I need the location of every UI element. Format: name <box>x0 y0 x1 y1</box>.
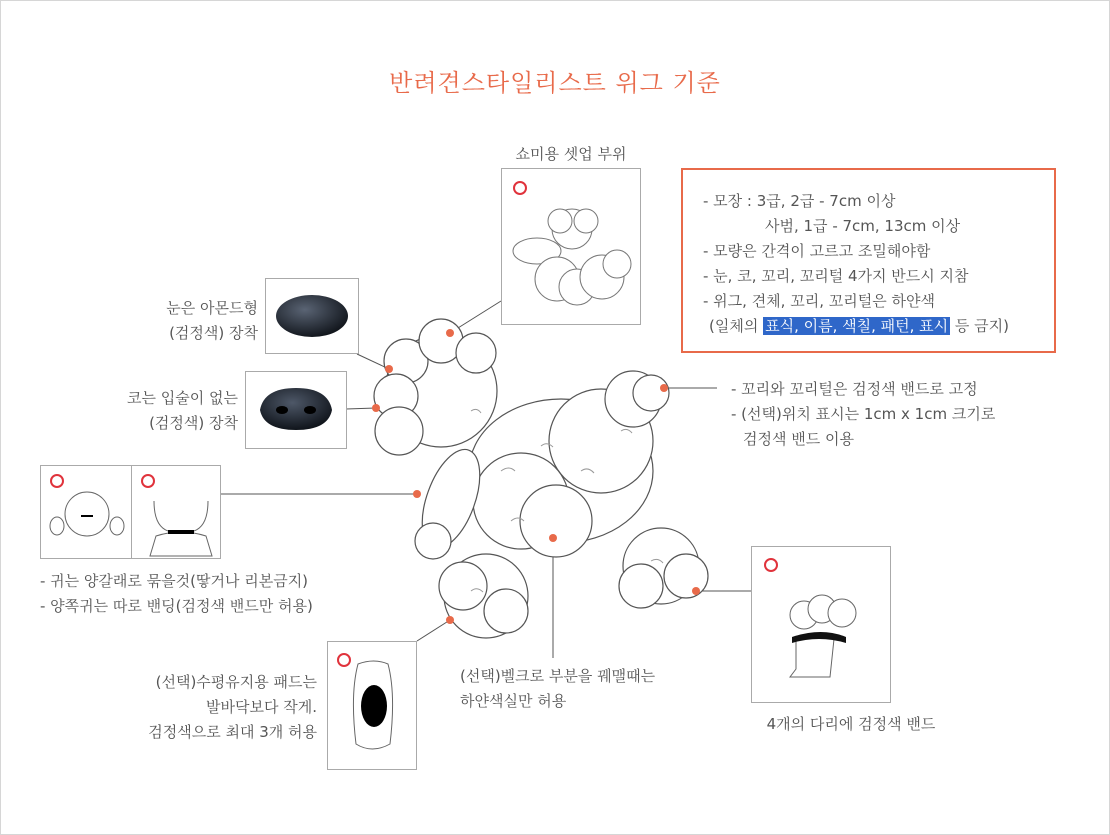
show-setup-image <box>501 168 641 325</box>
ear-image-front <box>40 465 132 559</box>
spec-line-6-prefix: (일체의 <box>709 317 764 335</box>
leg-band-image <box>751 546 891 703</box>
page-title: 반려견스타일리스트 위그 기준 <box>389 69 721 97</box>
dot-belly <box>549 534 557 542</box>
spec-line-2: 사범, 1급 - 7cm, 13cm 이상 <box>765 217 961 235</box>
nose-text <box>61 386 238 436</box>
nose-line-2: (검정색) 장착 <box>149 414 238 432</box>
spec-line-5: - 위그, 견체, 꼬리, 꼬리털은 하얀색 <box>703 292 935 310</box>
eye-image <box>265 278 359 354</box>
ears-line-2: - 양쪽귀는 따로 밴딩(검정색 밴드만 허용) <box>40 597 313 615</box>
ok-mark-icon <box>141 474 155 488</box>
belly-text <box>460 664 655 714</box>
almond-eye-icon <box>266 279 358 353</box>
nose-image <box>245 371 347 449</box>
dot-show-setup <box>446 329 454 337</box>
spec-line-6 <box>709 315 1009 336</box>
spec-box <box>681 168 1056 353</box>
tail-line-3: 검정색 밴드 이용 <box>743 430 854 448</box>
dog-body <box>374 319 708 638</box>
eye-line-1: 눈은 아몬드형 <box>166 299 258 317</box>
belly-line-1: (선택)벨크로 부분을 꿰맬때는 <box>460 667 656 685</box>
tail-line-2: - (선택)위치 표시는 1cm x 1cm 크기로 <box>731 405 996 423</box>
nose-icon <box>246 372 346 448</box>
spec-line-6-highlight: 표식, 이름, 색칠, 패턴, 표시 <box>765 317 949 335</box>
spec-line-6-suffix: 등 금지) <box>950 317 1009 335</box>
dot-eye <box>385 365 393 373</box>
pad-line-2: 발바닥보다 작게. <box>206 698 317 716</box>
ok-mark-icon <box>513 181 527 195</box>
dot-nose <box>372 404 380 412</box>
dot-pad <box>446 616 454 624</box>
pad-line-1: (선택)수평유지용 패드는 <box>155 673 317 691</box>
tail-line-1: - 꼬리와 꼬리털은 검정색 밴드로 고정 <box>731 380 978 398</box>
pad-image <box>327 641 417 770</box>
dot-legs <box>692 587 700 595</box>
spec-line-3: - 모량은 간격이 고르고 조밀해야함 <box>703 242 931 260</box>
ears-line-1: - 귀는 양갈래로 묶을것(땋거나 리본금지) <box>40 572 309 590</box>
pad-text <box>91 670 317 745</box>
spec-line-1: - 모장 : 3급, 2급 - 7cm 이상 <box>703 192 896 210</box>
legs-label: 4개의 다리에 검정색 밴드 <box>766 715 936 733</box>
ok-mark-icon <box>764 558 778 572</box>
ears-text <box>40 569 313 619</box>
belly-line-2: 하얀색실만 허용 <box>460 692 567 710</box>
eye-text <box>81 296 258 346</box>
leader-nose <box>346 408 376 409</box>
ear-image-side <box>131 465 221 559</box>
show-setup-label: 쇼미용 셋업 부위 <box>515 145 627 163</box>
nose-line-1: 코는 입술이 없는 <box>127 389 238 407</box>
eye-line-2: (검정색) 장착 <box>169 324 258 342</box>
tail-text <box>731 377 995 452</box>
pad-line-3: 검정색으로 최대 3개 허용 <box>148 723 317 741</box>
dot-ears <box>413 490 421 498</box>
ok-mark-icon <box>337 653 351 667</box>
spec-line-4: - 눈, 코, 꼬리, 꼬리털 4가지 반드시 지참 <box>703 267 969 285</box>
leader-pad <box>417 620 450 641</box>
ok-mark-icon <box>50 474 64 488</box>
dot-tail <box>660 384 668 392</box>
